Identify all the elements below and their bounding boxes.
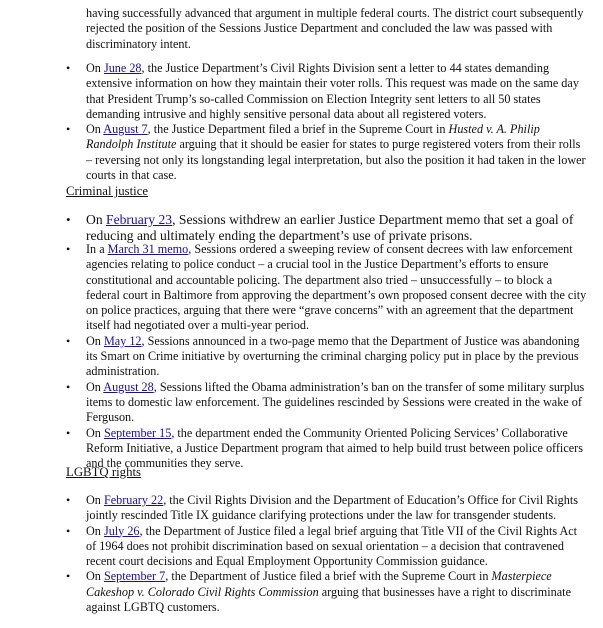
item-prefix: On [86,212,107,227]
bullet-marker: • [66,242,71,256]
item-text: , the Department of Justice filed a legal brief arguing that Title VII of the Civil Rights Act of 1964 does not prohibit discrimination based on sexual orientation – a decision that contravened recent court decisions and Equal Employment Opportunity Commission guidance. [86,523,578,569]
link-march-31-memo[interactable]: March 31 memo [107,242,189,256]
criminal-justice-list-lead [0,212,603,244]
bullet-marker: • [66,425,71,440]
item-text: , the Justice Department’s Civil Rights Division sent a letter to 44 states demanding extensive information on how they maintain their voter rolls. This request was made on the same day that President Trump’s so-called Commission on Election Integrity sent letters to all 50 states demanding intrusive and highly sensitive personal data about all registered voters. [86,61,579,121]
link-august-7[interactable]: August 7 [103,122,148,137]
voting-list [0,61,603,183]
bullet-marker: • [66,569,71,584]
link-july-26[interactable]: July 26 [103,523,140,538]
item-text: , Sessions withdrew an earlier Justice Department memo that set a goal of reducing and ultimately ending the department’s use of private prisons. [86,212,574,243]
heading-lgbtq-rights: LGBTQ rights [66,465,142,479]
bullet-marker: • [66,523,71,538]
case-name-husted: Husted v. A. Philip Randolph Institute [86,122,540,152]
link-june-28[interactable]: June 28 [103,61,142,75]
list-item-february-23 [0,212,603,244]
item-prefix: On [86,493,104,507]
item-prefix: On [86,61,104,75]
bullet-marker: • [66,333,71,348]
link-may-12[interactable]: May 12 [103,333,142,348]
link-august-28[interactable]: August 28 [103,379,154,394]
item-prefix: On [86,379,104,394]
list-item-august-28 [0,380,603,426]
list-item-february-22 [0,493,603,524]
item-prefix: On [86,333,104,348]
case-name-masterpiece-cakeshop: Masterpiece Cakeshop v. Colorado Civil Rights Commission [86,569,552,599]
bullet-marker: • [66,379,71,394]
item-text: , the Department of Justice filed a brief with the Supreme Court in [165,569,492,584]
item-text: , Sessions announced in a two-page memo that the Department of Justice was abandoning its Smart on Crime initiative by overturning the criminal charging policy put in place by the previous administration. [86,333,580,379]
link-september-7[interactable]: September 7 [103,569,166,584]
list-item-march-31 [0,242,603,334]
list-item-may-12 [0,334,603,380]
item-text: arguing that it should be easier for states to purge registered voters from their rolls – reversing not only its longstanding legal interpretation, but also the position it had taken in the lower courts in that case. [86,137,586,183]
item-prefix: On [86,425,104,440]
heading-criminal-justice: Criminal justice [66,184,149,198]
item-prefix: On [86,569,104,584]
item-text: , the Civil Rights Division and the Department of Education’s Office for Civil Rights jointly rescinded Title IX guidance clarifying protections under the law for transgender students. [86,493,578,523]
item-prefix: On [86,523,104,538]
item-text: , Sessions lifted the Obama administration’s ban on the transfer of some military surplus items to domestic law enforcement. The guidelines rescinded by Sessions were created in the wake of Ferguson. [86,379,585,425]
item-text: , the Justice Department filed a brief in the Supreme Court in [147,122,449,137]
bullet-marker: • [66,493,71,507]
link-february-23[interactable]: February 23 [106,212,173,227]
item-prefix: In a [86,242,108,256]
criminal-justice-list [0,242,603,471]
voting-continuation-paragraph: having successfully advanced that argument in multiple federal courts. The district court subsequently rejected the position of the Sessions Justice Department and concluded the law was passed with discriminatory intent. [86,6,584,51]
lgbtq-rights-list [0,493,603,615]
item-prefix: On [86,122,104,137]
item-text: , the department ended the Community Oriented Policing Services’ Collaborative Reform Initiative, a Justice Department program that aimed to help build trust between police officers and the communities they serve. [86,425,583,471]
list-item-june-28 [0,61,603,122]
item-text: arguing that businesses have a right to discriminate against LGBTQ customers. [86,584,571,615]
bullet-marker: • [66,122,71,137]
list-item-september-7 [0,569,603,615]
list-item-august-7 [0,122,603,183]
link-september-15[interactable]: September 15 [103,425,172,440]
bullet-marker: • [66,61,71,75]
link-february-22[interactable]: February 22 [103,493,164,507]
item-text: , Sessions ordered a sweeping review of consent decrees with law enforcement agencies relating to police conduct – a crucial tool in the Justice Department’s efforts to ensure constitutional and accountable policing. The department also tried – unsuccessfully – to block a federal court in Baltimore from approving the department’s own proposed consent decree with the city on police practices, arguing that there were “grave concerns” with an agreement that the department itself had negotiated over a multi-year period. [86,242,587,333]
list-item-july-26 [0,524,603,570]
bullet-marker: • [66,212,71,227]
